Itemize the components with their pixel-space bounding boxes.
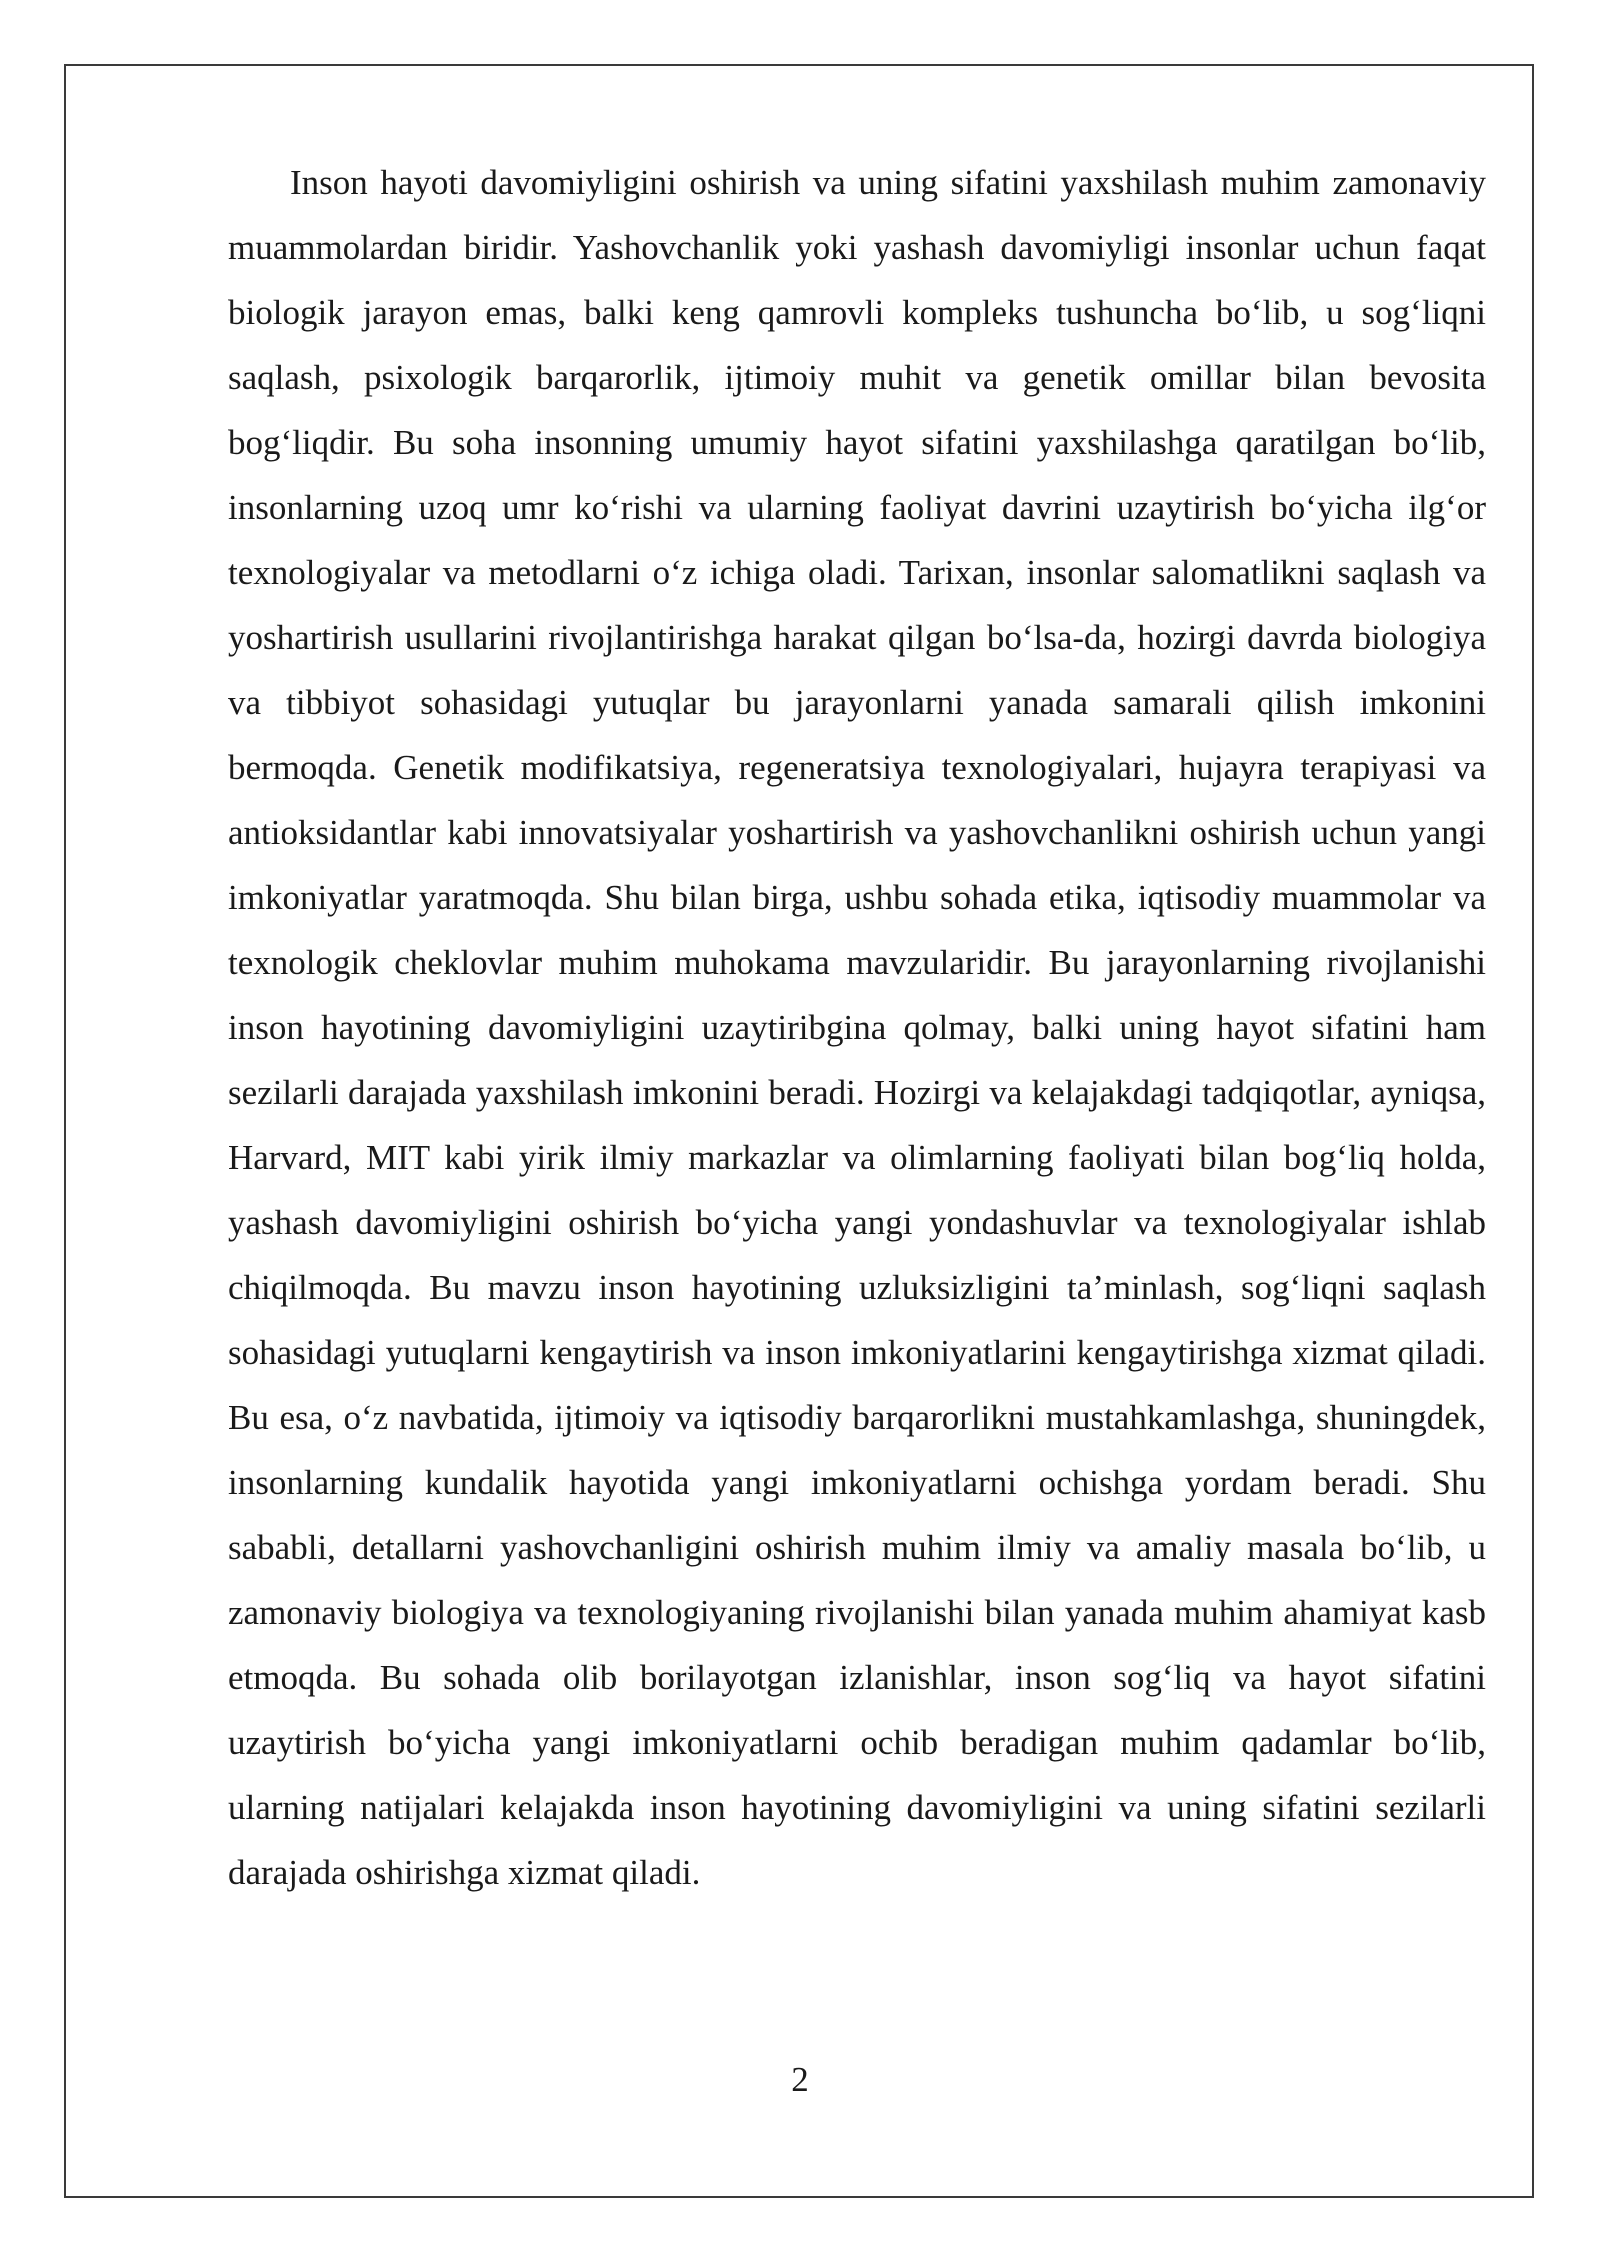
body-paragraph: Inson hayoti davomiyligini oshirish va uning sifatini yaxshilash muhim zamonaviy muammolardan biridir. Yashovchanlik yoki yashash davomiyligi insonlar uchun faqat biologik jarayon emas, balki keng qamrovli kompleks tushuncha bo‘lib, u sog‘liqni saqlash, psixologik barqarorlik, ijtimoiy muhit va genetik omillar bilan bevosita bog‘liqdir. Bu soha insonning umumiy hayot sifatini yaxshilashga qaratilgan bo‘lib, insonlarning uzoq umr ko‘rishi va ularning faoliyat davrini uzaytirish bo‘yicha ilg‘or texnologiyalar va metodlarni o‘z ichiga oladi. Tarixan, insonlar salomatlikni saqlash va yoshartirish usullarini rivojlantirishga harakat qilgan bo‘lsa-da, hozirgi davrda biologiya va tibbiyot sohasidagi yutuqlar bu jarayonlarni yanada samarali qilish imkonini bermoqda. Genetik modifikatsiya, regeneratsiya texnologiyalari, hujayra terapiyasi va antioksidantlar kabi innovatsiyalar yoshartirish va yashovchanlikni oshirish uchun yangi imkoniyatlar yaratmoqda. Shu bilan birga, ushbu sohada etika, iqtisodiy muammolar va texnologik cheklovlar muhim muhokama mavzularidir. Bu jarayonlarning rivojlanishi inson hayotining davomiyligini uzaytiribgina qolmay, balki uning hayot sifatini ham sezilarli darajada yaxshilash imkonini beradi. Hozirgi va kelajakdagi tadqiqotlar, ayniqsa, Harvard, MIT kabi yirik ilmiy markazlar va olimlarning faoliyati bilan bog‘liq holda, yashash davomiyligini oshirish bo‘yicha yangi yondashuvlar va texnologiyalar ishlab chiqilmoqda. Bu mavzu inson hayotining uzluksizligini ta’minlash, sog‘liqni saqlash sohasidagi yutuqlarni kengaytirish va inson imkoniyatlarini kengaytirishga xizmat qiladi. Bu esa, o‘z navbatida, ijtimoiy va iqtisodiy barqarorlikni mustahkamlashga, shuningdek, insonlarning kundalik hayotida yangi imkoniyatlarni ochishga yordam beradi. Shu sababli, detallarni yashovchanligini oshirish muhim ilmiy va amaliy masala bo‘lib, u zamonaviy biologiya va texnologiyaning rivojlanishi bilan yanada muhim ahamiyat kasb etmoqda. Bu sohada olib borilayotgan izlanishlar, inson sog‘liq va hayot sifatini uzaytirish bo‘yicha yangi imkoniyatlarni ochib beradigan muhim qadamlar bo‘lib, ularning natijalari kelajakda inson hayotining davomiyligini va uning sifatini sezilarli darajada oshirishga xizmat qiladi. <box>228 163 1486 1892</box>
page-number: 2 <box>791 2060 809 2099</box>
